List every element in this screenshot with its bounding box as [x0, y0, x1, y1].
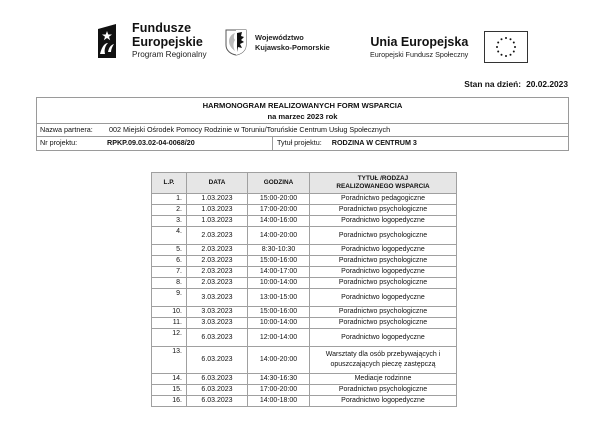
- row-date: 2.03.2023: [187, 256, 248, 267]
- partner-label: Nazwa partnera:: [40, 125, 93, 134]
- project-title-cell: [272, 137, 417, 150]
- row-title: Poradnictwo logopedyczne: [310, 329, 457, 347]
- column-header-time: GODZINA: [248, 173, 310, 194]
- column-header-title: [310, 173, 457, 194]
- row-time: 17:00-20:00: [248, 385, 310, 396]
- table-row: [152, 205, 457, 216]
- row-number: 2.: [152, 205, 187, 216]
- table-row: [152, 374, 457, 385]
- fundusze-logo-line2: Europejskie: [132, 34, 203, 49]
- row-time: 17:00-20:00: [248, 205, 310, 216]
- row-title: Poradnictwo psychologiczne: [310, 205, 457, 216]
- row-number: 4.: [152, 227, 187, 245]
- wojewodztwo-logo-line1: Województwo: [255, 32, 304, 42]
- row-number: 1.: [152, 194, 187, 205]
- row-number: 13.: [152, 347, 187, 374]
- document-title-line1: HARMONOGRAM REALIZOWANYCH FORM WSPARCIA: [202, 101, 403, 110]
- row-date: 2.03.2023: [187, 227, 248, 245]
- eu-logo-line1: Unia Europejska: [370, 34, 469, 49]
- row-title: Mediacje rodzinne: [310, 374, 457, 385]
- row-number: 5.: [152, 245, 187, 256]
- row-number: 8.: [152, 278, 187, 289]
- table-row: [152, 267, 457, 278]
- row-date: 2.03.2023: [187, 245, 248, 256]
- row-time: 8:30-10:30: [248, 245, 310, 256]
- wojewodztwo-logo-line2: Kujawsko-Pomorskie: [255, 42, 330, 52]
- row-date: 3.03.2023: [187, 307, 248, 318]
- row-time: 13:00-15:00: [248, 289, 310, 307]
- coat-of-arms-icon: [225, 29, 247, 56]
- wojewodztwo-logo: [225, 29, 330, 56]
- row-number: 16.: [152, 396, 187, 407]
- table-row: [152, 385, 457, 396]
- row-number: 3.: [152, 216, 187, 227]
- schedule-table-body: [152, 194, 457, 407]
- column-header-date: DATA: [187, 173, 248, 194]
- document-title: [37, 98, 568, 124]
- eu-logo-line2: Europejski Fundusz Społeczny: [370, 50, 469, 60]
- row-title: Poradnictwo logopedyczne: [310, 245, 457, 256]
- row-number: 6.: [152, 256, 187, 267]
- row-time: 14:00-20:00: [248, 227, 310, 245]
- row-number: 14.: [152, 374, 187, 385]
- table-row: [152, 216, 457, 227]
- table-row: [152, 329, 457, 347]
- table-row: [152, 256, 457, 267]
- row-title: Poradnictwo logopedyczne: [310, 396, 457, 407]
- row-time: 14:00-20:00: [248, 347, 310, 374]
- column-header-title-line1: TYTUŁ /RODZAJ: [357, 175, 409, 182]
- status-date: [464, 79, 568, 89]
- table-row: [152, 194, 457, 205]
- row-title: Poradnictwo logopedyczne: [310, 289, 457, 307]
- row-time: 10:00-14:00: [248, 278, 310, 289]
- row-time: 10:00-14:00: [248, 318, 310, 329]
- row-number: 15.: [152, 385, 187, 396]
- row-title: Poradnictwo pedagogiczne: [310, 194, 457, 205]
- row-title-line1: Warsztaty dla osób przebywających i: [325, 351, 441, 358]
- row-time: 14:00-17:00: [248, 267, 310, 278]
- table-row: [152, 227, 457, 245]
- row-date: 2.03.2023: [187, 278, 248, 289]
- project-nr-value: RPKP.09.03.02-04-0068/20: [107, 138, 195, 147]
- document-title-line2: na marzec 2023 rok: [267, 112, 338, 121]
- row-time: 15:00-20:00: [248, 194, 310, 205]
- table-row: [152, 245, 457, 256]
- status-date-label: Stan na dzień:: [464, 79, 522, 89]
- row-time: 15:00-16:00: [248, 256, 310, 267]
- project-nr-label: Nr projektu:: [40, 138, 78, 147]
- partner-row: [37, 124, 568, 137]
- table-row: [152, 278, 457, 289]
- column-header-lp: L.P.: [152, 173, 187, 194]
- row-title: [310, 347, 457, 374]
- fundusze-logo-line3: Program Regionalny: [132, 50, 207, 59]
- schedule-table: [151, 172, 457, 407]
- row-date: 6.03.2023: [187, 374, 248, 385]
- fundusze-logo-line1: Fundusze: [132, 21, 192, 35]
- row-date: 3.03.2023: [187, 289, 248, 307]
- row-date: 6.03.2023: [187, 347, 248, 374]
- eu-logo: [370, 31, 528, 63]
- row-number: 9.: [152, 289, 187, 307]
- table-header-row: [152, 173, 457, 194]
- row-title: Poradnictwo psychologiczne: [310, 278, 457, 289]
- row-time: 14:30-16:30: [248, 374, 310, 385]
- row-title: Poradnictwo psychologiczne: [310, 385, 457, 396]
- fundusze-europejskie-logo: [96, 22, 207, 59]
- row-number: 11.: [152, 318, 187, 329]
- column-header-title-line2: REALIZOWANEGO WSPARCIA: [336, 183, 430, 190]
- project-row: [37, 137, 568, 150]
- row-title: Poradnictwo logopedyczne: [310, 267, 457, 278]
- status-date-value: 20.02.2023: [526, 79, 568, 89]
- fundusze-europejskie-emblem-icon: [96, 24, 118, 58]
- table-row: [152, 307, 457, 318]
- row-date: 2.03.2023: [187, 267, 248, 278]
- project-title-value: RODZINA W CENTRUM 3: [331, 138, 417, 147]
- project-title-label: Tytuł projektu:: [277, 138, 322, 147]
- row-date: 6.03.2023: [187, 385, 248, 396]
- document-header-box: [36, 97, 569, 151]
- row-number: 12.: [152, 329, 187, 347]
- table-row: [152, 289, 457, 307]
- row-title-line2: opuszczających pieczę zastępczą: [330, 361, 436, 368]
- row-time: 15:00-16:00: [248, 307, 310, 318]
- row-title: Poradnictwo psychologiczne: [310, 318, 457, 329]
- table-row: [152, 347, 457, 374]
- row-title: Poradnictwo psychologiczne: [310, 256, 457, 267]
- row-date: 6.03.2023: [187, 396, 248, 407]
- row-time: 12:00-14:00: [248, 329, 310, 347]
- row-number: 7.: [152, 267, 187, 278]
- row-date: 1.03.2023: [187, 216, 248, 227]
- row-number: 10.: [152, 307, 187, 318]
- table-row: [152, 318, 457, 329]
- row-time: 14:00-18:00: [248, 396, 310, 407]
- row-date: 1.03.2023: [187, 194, 248, 205]
- row-date: 6.03.2023: [187, 329, 248, 347]
- row-date: 1.03.2023: [187, 205, 248, 216]
- partner-value: 002 Miejski Ośrodek Pomocy Rodzinie w Toruniu/Toruńskie Centrum Usług Społecznych: [109, 125, 391, 134]
- row-title: Poradnictwo psychologiczne: [310, 307, 457, 318]
- row-time: 14:00-16:00: [248, 216, 310, 227]
- row-title: Poradnictwo psychologiczne: [310, 227, 457, 245]
- eu-flag-icon: [484, 31, 528, 63]
- row-date: 3.03.2023: [187, 318, 248, 329]
- row-title: Poradnictwo logopedyczne: [310, 216, 457, 227]
- table-row: [152, 396, 457, 407]
